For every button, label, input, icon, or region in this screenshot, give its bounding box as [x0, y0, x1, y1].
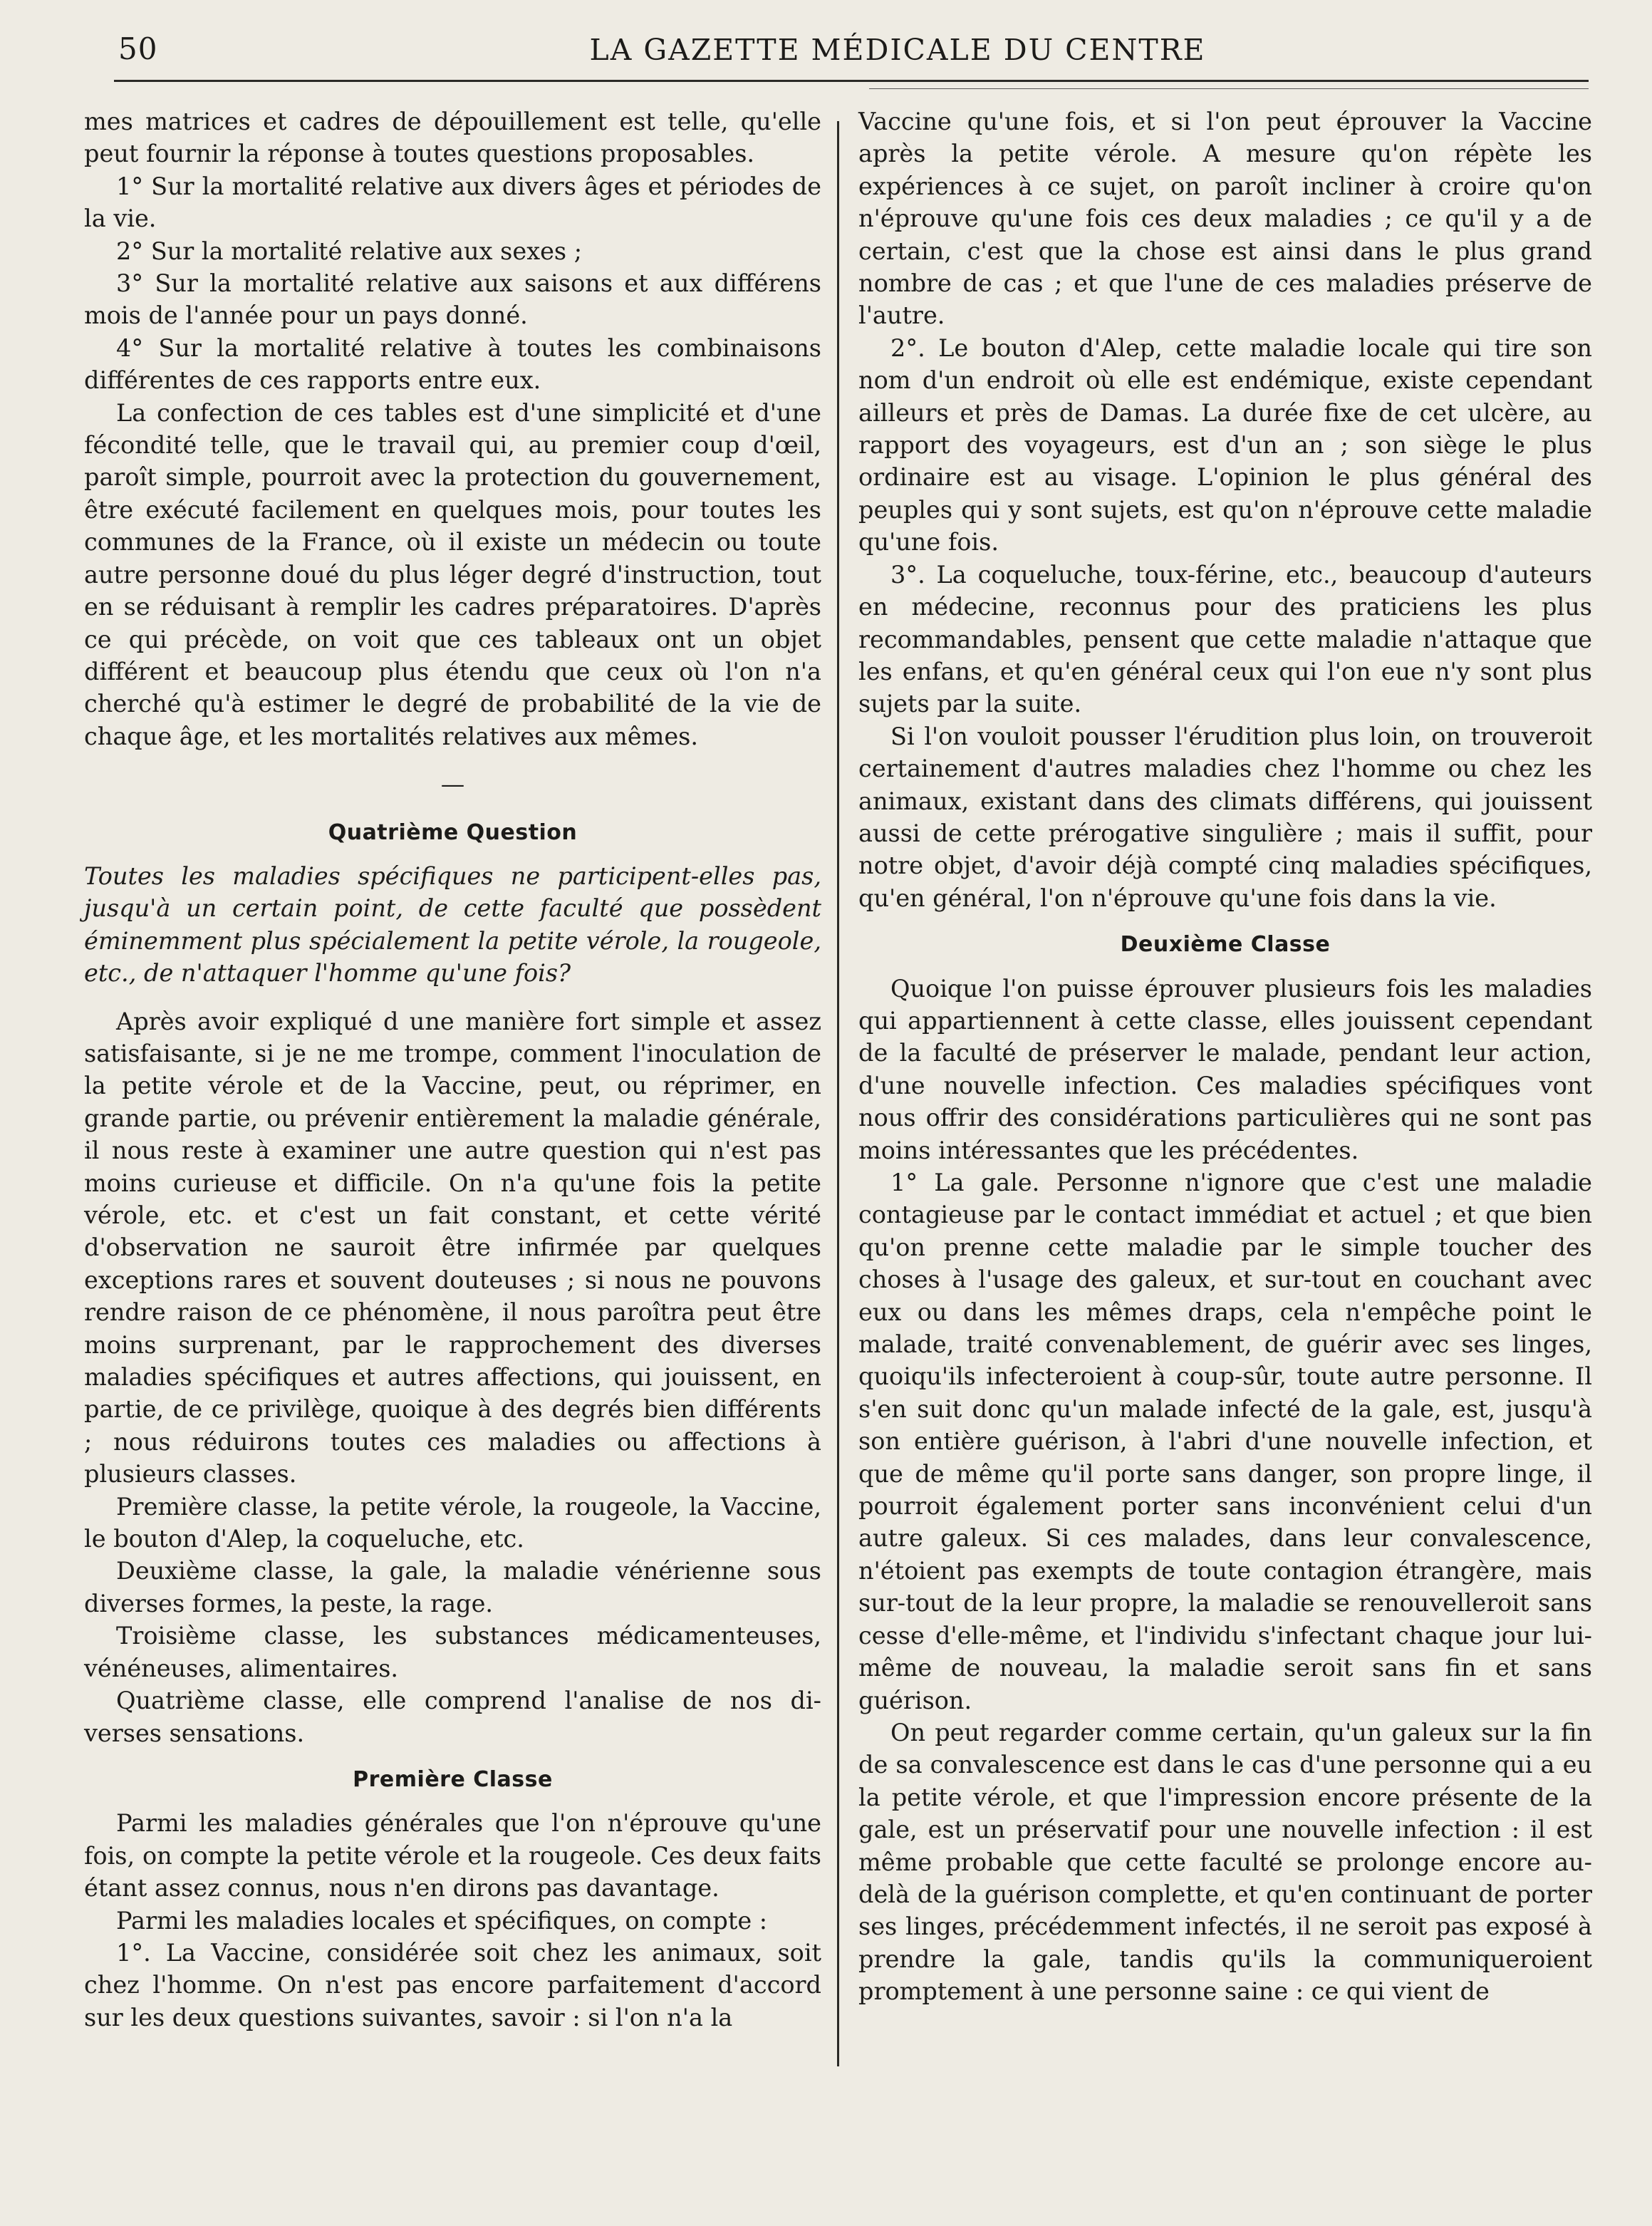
left-column: [84, 105, 821, 2034]
section-heading: Quatrième Question: [328, 819, 578, 845]
paragraph: mes matrices et cadres de dépouillement est telle, qu'elle peut fournir la réponse à toutes questions proposables.: [84, 108, 821, 168]
header-rule: [114, 80, 1589, 82]
paragraph: Première classe, la petite vérole, la rougeole, la Vaccine, le bouton d'Alep, la coqueluche, etc.: [84, 1492, 821, 1553]
section-heading: Première Classe: [353, 1766, 553, 1792]
paragraph: Parmi les maladies locales et spécifiques, on compte :: [116, 1906, 768, 1935]
page-number: 50: [118, 31, 158, 66]
paragraph: 2°. Le bouton d'Alep, cette maladie locale qui tire son nom d'un endroit où elle est endémique, existe cependant ailleurs et près de Damas. La durée fixe de cet ulcère, au rapport des voyageurs, est d'un an ; son siège le plus ordinaire est au visage. L'opinion le plus général des peuples qui y sont sujets, est qu'on n'éprouve cette maladie qu'une fois.: [858, 333, 1592, 556]
paragraph: Quoique l'on puisse éprouver plusieurs fois les maladies qui appartiennent à cette classe, elles jouissent cependant de la faculté de préserver le malade, pendant leur action, d'une nouvelle infection. Ces maladies spécifiques vont nous offrir des considérations particulières qui ne sont pas moins intéressantes que les précédentes.: [858, 974, 1592, 1164]
paragraph: 3° Sur la mortalité relative aux saisons et aux différens mois de l'année pour un pays donné.: [84, 269, 821, 330]
paragraph: 2° Sur la mortalité relative aux sexes ;: [116, 237, 583, 265]
paragraph: 3°. La coqueluche, toux-férine, etc., beaucoup d'auteurs en médecine, reconnus pour des praticiens les plus recommandables, pensent que cette maladie n'attaque que les enfans, et qu'en général ceux qui l'on eue n'y sont plus sujets par la suite.: [858, 560, 1592, 718]
page-header: [114, 27, 1589, 70]
header-rule-secondary: [869, 88, 1589, 89]
paragraph: 1° La gale. Personne n'ignore que c'est une maladie contagieuse par le contact immédiat et actuel ; et que bien qu'on prenne cette maladie par le simple toucher des choses à l'usage des galeux, et sur-tout en couchant avec eux ou dans les mêmes draps, cela n'empêche point le malade, traité convenablement, de guérir avec ses linges, quoiqu'ils infecteroient à coup-sûr, toute autre personne. Il s'en suit donc qu'un malade infecté de la gale, est, jusqu'à son entière guérison, à l'abri d'une nouvelle infection, et que de même qu'il porte sans danger, son propre linge, il pourroit également porter sans inconvénient celui d'un autre galeux. Si ces malades, dans leur convalescence, n'étoient pas exempts de toute contagion étrangère, mais sur-tout de la leur propre, la maladie se renouvelleroit sans cesse d'elle-même, et l'individu s'infectant chaque jour lui-même de nouveau, la maladie seroit sans fin et sans guérison.: [858, 1169, 1592, 1714]
paragraph: Quatrième classe, elle comprend l'analise de nos di-verses sensations.: [84, 1687, 821, 1747]
paragraph: 4° Sur la mortalité relative à toutes les combinaisons différentes de ces rapports entre eux.: [84, 333, 821, 395]
paragraph: 1°. La Vaccine, considérée soit chez les animaux, soit chez l'homme. On n'est pas encore parfaitement d'accord sur les deux questions suivantes, savoir : si l'on n'a la: [84, 1938, 821, 2031]
right-column: [858, 105, 1592, 2008]
running-title: LA GAZETTE MÉDICALE DU CENTRE: [589, 33, 1206, 67]
paragraph: Après avoir expliqué d une manière fort simple et assez satisfaisante, si je ne me trompe, comment l'inoculation de la petite vérole et de la Vaccine, peut, ou réprimer, en grande partie, ou prévenir entièrement la maladie générale, il nous reste à examiner une autre question qui n'est pas moins curieuse et difficile. On n'a qu'une fois la petite vérole, etc. et c'est un fait constant, et cette vérité d'observation ne sauroit être infirmée par quelques exceptions rares et souvent douteuses ; si nous ne pouvons rendre raison de ce phénomène, il nous paroîtra peut être moins surprenant, par le rapprochement des diverses maladies spécifiques et autres affections, qui jouissent, en partie, de ce privilège, quoique à des degrés bien différents ; nous réduirons toutes ces maladies ou affections à plusieurs classes.: [84, 1007, 821, 1489]
paragraph: On peut regarder comme certain, qu'un galeux sur la fin de sa convalescence est dans le cas d'une personne qui a eu la petite vérole, et que l'impression encore présente de la gale, est un préservatif pour une nouvelle infection : il est même probable que cette faculté se prolonge encore au-delà de la guérison complette, et qu'en continuant de porter ses linges, précédemment infectés, il ne seroit pas exposé à prendre la gale, tandis qu'ils la communiqueroient promptement à une personne saine : ce qui vient de: [858, 1718, 1592, 2006]
paragraph: Vaccine qu'une fois, et si l'on peut éprouver la Vaccine après la petite vérole. A mesure qu'on répète les expériences à ce sujet, on paroît incliner à croire qu'on n'éprouve qu'une fois ces deux maladies ; ce qu'il y a de certain, c'est que la chose est ainsi dans le plus grand nombre de cas ; et que l'une de ces maladies préserve de l'autre.: [858, 108, 1592, 330]
paragraph: La confection de ces tables est d'une simplicité et d'une fécondité telle, que le travail qui, au premier coup d'œil, paroît simple, pourroit avec la protection du gouvernement, être exécuté facilement en quelques mois, pour toutes les communes de la France, où il existe un médecin ou toute autre personne doué du plus léger degré d'instruction, tout en se réduisant à remplir les cadres préparatoires. D'après ce qui précède, on voit que ces tableaux ont un objet différent et beaucoup plus étendu que ceux où l'on n'a cherché qu'à estimer le degré de probabilité de la vie de chaque âge, et les mortalités relatives aux mêmes.: [84, 398, 821, 750]
paragraph: Deuxième classe, la gale, la maladie vénérienne sous diverses formes, la peste, la rage.: [84, 1557, 821, 1617]
column-divider: [837, 121, 839, 2066]
paragraph: Si l'on vouloit pousser l'érudition plus loin, on trouveroit certainement d'autres maladies chez l'homme ou chez les animaux, existant dans des climats différens, qui jouissent aussi de cette prérogative singulière ; mais il suffit, pour notre objet, d'avoir déjà compté cinq maladies spécifiques, qu'en général, l'on n'éprouve qu'une fois dans la vie.: [858, 722, 1592, 912]
paragraph: 1° Sur la mortalité relative aux divers âges et périodes de la vie.: [84, 172, 821, 233]
section-heading: Deuxième Classe: [1120, 932, 1331, 958]
paragraph: Troisième classe, les substances médicamenteuses, vénéneuses, alimentaires.: [84, 1622, 821, 1682]
question-text: Toutes les maladies spécifiques ne participent-elles pas, jusqu'à un certain point, de cette faculté que possèdent éminemment plus spécialement la petite vérole, la rougeole, etc., de n'attaquer l'homme qu'une fois?: [84, 861, 821, 988]
paragraph: Parmi les maladies générales que l'on n'éprouve qu'une fois, on compte la petite vérole et la rougeole. Ces deux faits étant assez connus, nous n'en dirons pas davantage.: [84, 1809, 821, 1903]
separator-dash: —: [440, 770, 465, 799]
